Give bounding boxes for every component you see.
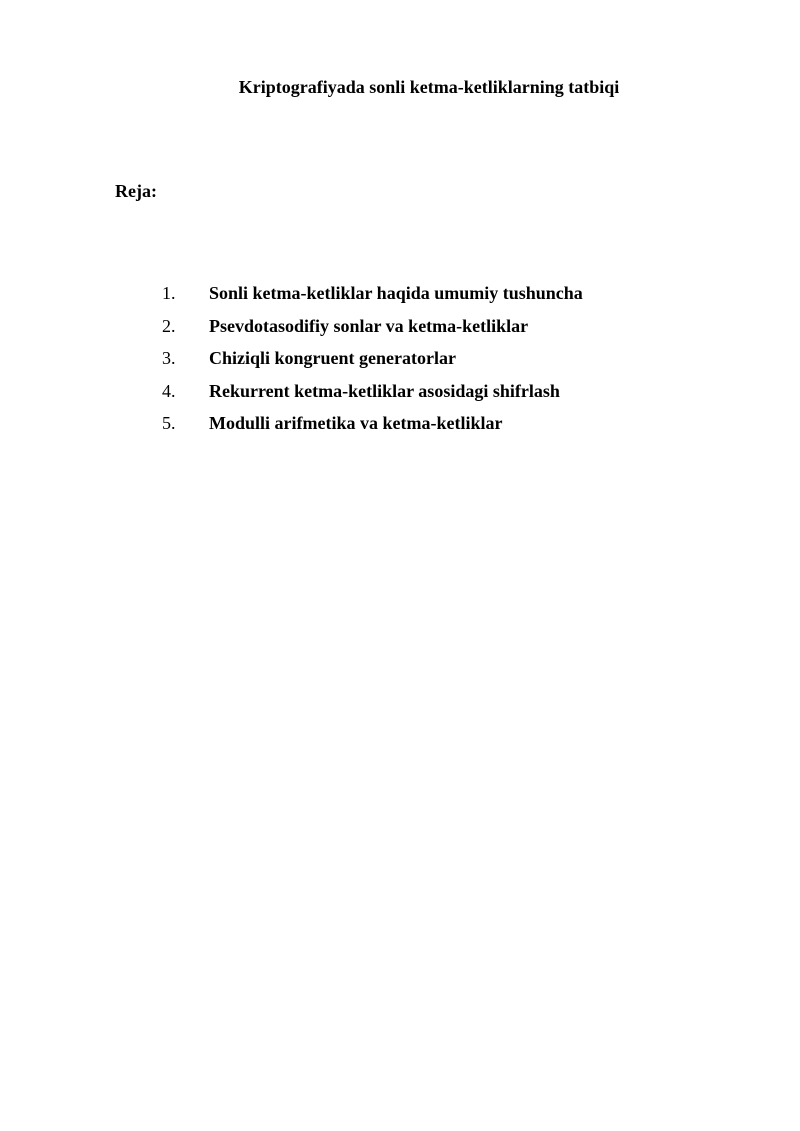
plan-item-number: 3.: [162, 348, 176, 368]
plan-item: [0, 315, 800, 348]
plan-list: [0, 282, 800, 445]
plan-item-text: Psevdotasodifiy sonlar va ketma-ketliklar: [209, 315, 529, 336]
plan-item: [0, 282, 800, 315]
plan-item: [0, 380, 800, 413]
plan-item-number: 2.: [162, 315, 176, 336]
plan-item-text: Sonli ketma-ketliklar haqida umumiy tushuncha: [209, 283, 583, 303]
document-title: Kriptografiyada sonli ketma-ketliklarning tatbiqi: [238, 77, 620, 97]
plan-item: [0, 412, 800, 445]
plan-item-number: 4.: [162, 380, 176, 401]
plan-item-number: 1.: [162, 283, 176, 303]
plan-item-number: 5.: [162, 413, 176, 433]
plan-heading: Reja:: [115, 181, 157, 201]
plan-item-text: Rekurrent ketma-ketliklar asosidagi shifrlash: [209, 380, 560, 401]
plan-item-text: Modulli arifmetika va ketma-ketliklar: [209, 413, 503, 433]
plan-item: [0, 347, 800, 380]
plan-item-text: Chiziqli kongruent generatorlar: [209, 348, 456, 368]
